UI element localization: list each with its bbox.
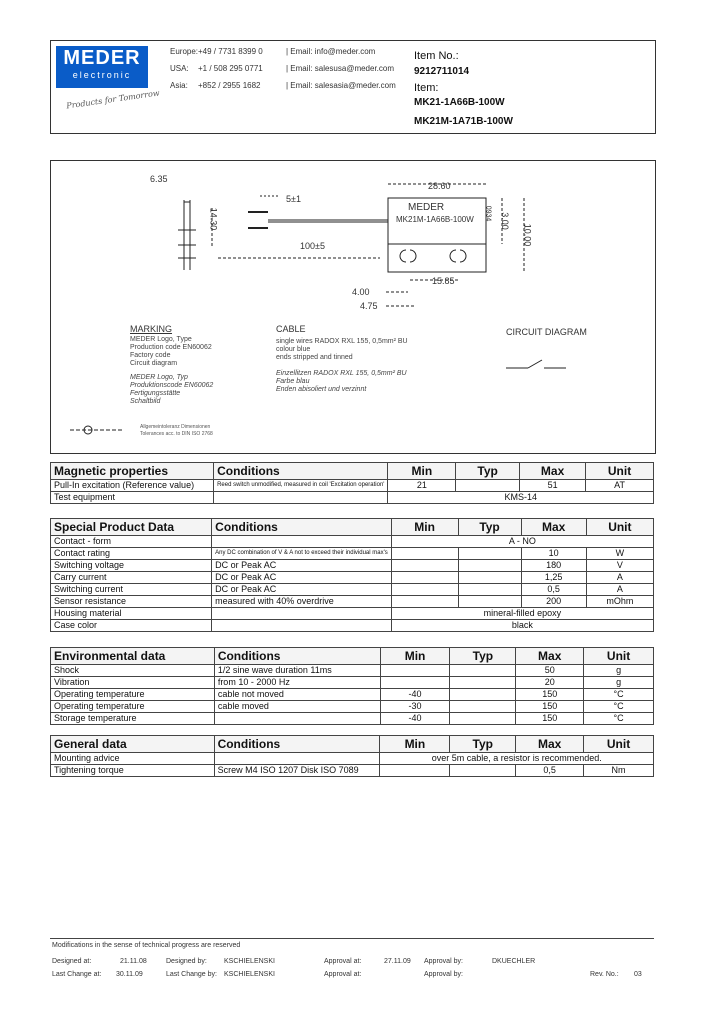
column-header: Typ (450, 736, 516, 753)
table-cell-cond (212, 608, 392, 620)
mount-hole-left (400, 250, 416, 262)
contact-email[interactable]: | Email: salesusa@meder.com (286, 64, 395, 73)
table-cell-max: 150 (516, 713, 584, 725)
table-cell-name: Switching voltage (51, 560, 212, 572)
tagline: Products for Tomorrow (65, 88, 161, 111)
table-cell-cond: DC or Peak AC (212, 584, 392, 596)
circuit-title: CIRCUIT DIAGRAM (506, 327, 587, 337)
last-change: 30.11.09 (116, 971, 143, 978)
dim-475: 4.75 (360, 301, 378, 311)
table-cell-unit: AT (586, 480, 654, 492)
cable-lines-line: ends stripped and tinned (276, 354, 353, 361)
table-cell-min: -40 (380, 713, 450, 725)
marking-lines-line: Production code EN60062 (130, 344, 212, 351)
table-cell-unit: Nm (584, 765, 654, 777)
table-row (51, 713, 654, 725)
table-cell-cond: Screw M4 ISO 1207 Disk ISO 7089 (214, 765, 380, 777)
technical-drawing (50, 160, 654, 452)
table-cell-max: 180 (521, 560, 586, 572)
table-cell-cond: cable moved (214, 701, 380, 713)
table-cell-max: 10 (521, 548, 586, 560)
table-cell-cond (212, 536, 392, 548)
table-cell-typ (450, 689, 516, 701)
spec-table (50, 735, 654, 777)
table-cell-typ (458, 572, 521, 584)
marking-lines (130, 336, 212, 368)
cable-lines-de (276, 370, 407, 394)
cable-lines-line: single wires RADOX RXL 155, 0,5mm² BU (276, 338, 408, 345)
column-header: Conditions (214, 463, 388, 480)
column-header: Unit (584, 648, 654, 665)
table-cell-unit: mOhm (586, 596, 653, 608)
table-cell-name: Switching current (51, 584, 212, 596)
table-title: Special Product Data (51, 519, 212, 536)
table-cell-unit: g (584, 677, 654, 689)
cable-lines (276, 338, 408, 362)
table-cell-cond (212, 620, 392, 632)
table-cell-min (391, 584, 458, 596)
table-cell-name: Mounting advice (51, 753, 215, 765)
table-cell-name: Carry current (51, 572, 212, 584)
table-cell-cond: Any DC combination of V & A not to exceed their individual max's (212, 548, 392, 560)
marking-lines-line: MEDER Logo, Type (130, 336, 192, 343)
marking-lines-de-line: Schaltbild (130, 398, 161, 405)
table-cell-typ (450, 665, 516, 677)
table-cell-min (391, 596, 458, 608)
marking-title: MARKING (130, 324, 173, 334)
sensor-body-bottom (388, 244, 486, 272)
last-change-by-label: Last Change by: (166, 971, 217, 978)
table-cell-typ (450, 765, 516, 777)
dim-1000: 10.00 (522, 223, 533, 247)
column-header: Typ (458, 519, 521, 536)
column-header: Min (380, 648, 450, 665)
rev-no: 03 (634, 971, 642, 978)
table-row (51, 480, 654, 492)
table-cell-max: 20 (516, 677, 584, 689)
table-cell-cond: cable not moved (214, 689, 380, 701)
table-title: General data (51, 736, 215, 753)
logo-top: MEDER (63, 47, 141, 69)
table-cell-span: over 5m cable, a resistor is recommended. (380, 753, 654, 765)
mount-hole-right (450, 250, 466, 262)
table-cell-min: -30 (380, 701, 450, 713)
table-cell-min: -40 (380, 689, 450, 701)
table-header-row (51, 519, 654, 536)
column-header: Max (520, 463, 586, 480)
column-header: Unit (586, 463, 654, 480)
table-cell-name: Tightening torque (51, 765, 215, 777)
designed-by-label: Designed by: (166, 958, 207, 965)
table-row (51, 620, 654, 632)
dim-300: 3.00 (499, 212, 510, 230)
column-header: Unit (584, 736, 654, 753)
tolerance-lines (140, 424, 213, 438)
table-row (51, 492, 654, 504)
tolerance-lines-line: Allgemeintoleranz Dimensionen (140, 424, 211, 430)
table-cell-typ (450, 701, 516, 713)
column-header: Unit (586, 519, 653, 536)
marking-lines-line: Factory code (130, 352, 171, 359)
spec-table (50, 647, 654, 725)
table-cell-name: Test equipment (51, 492, 214, 504)
table-row (51, 548, 654, 560)
marking-lines-line: Circuit diagram (130, 360, 178, 367)
dim-635: 6.35 (150, 174, 168, 184)
table-cell-cond: measured with 40% overdrive (212, 596, 392, 608)
modifications-note: Modifications in the sense of technical progress are reserved (52, 942, 241, 949)
table-header-row (51, 736, 654, 753)
column-header: Typ (456, 463, 520, 480)
table-cell-unit: A (586, 572, 653, 584)
designed-at: 21.11.08 (120, 958, 147, 965)
column-header: Conditions (212, 519, 392, 536)
table-row (51, 536, 654, 548)
contact-region: USA: (170, 64, 189, 73)
table-row (51, 753, 654, 765)
table-cell-unit: V (586, 560, 653, 572)
table-cell-span: black (391, 620, 653, 632)
table-cell-name: Housing material (51, 608, 212, 620)
body-side: 0934 (484, 205, 492, 222)
table-cell-name: Case color (51, 620, 212, 632)
table-cell-cond: DC or Peak AC (212, 560, 392, 572)
contact-phone: +1 / 508 295 0771 (198, 64, 263, 73)
table-cell-name: Storage temperature (51, 713, 215, 725)
tolerance-lines-line: Tolerances acc. to DIN ISO 2768 (140, 431, 213, 437)
table-cell-max: 50 (516, 665, 584, 677)
table-row (51, 572, 654, 584)
contact-phone: +49 / 7731 8399 0 (198, 47, 263, 56)
contact-phone: +852 / 2955 1682 (198, 81, 261, 90)
table-cell-cond (214, 753, 380, 765)
dim-2860: 28.60 (428, 181, 451, 191)
table-cell-min (380, 665, 450, 677)
table-cell-span: KMS-14 (388, 492, 654, 504)
body-brand: MEDER (408, 202, 445, 213)
table-cell-name: Pull-In excitation (Reference value) (51, 480, 214, 492)
table-cell-cond: DC or Peak AC (212, 572, 392, 584)
table-row (51, 560, 654, 572)
table-cell-cond: from 10 - 2000 Hz (214, 677, 380, 689)
meder-logo (56, 46, 148, 88)
table-cell-min (380, 765, 450, 777)
table-row (51, 689, 654, 701)
spec-table (50, 462, 654, 504)
item-1: MK21-1A66B-100W (414, 97, 505, 108)
approval-at2-label: Approval at: (324, 971, 362, 978)
table-cell-min (380, 677, 450, 689)
table-cell-min: 21 (388, 480, 456, 492)
table-cell-max: 1,25 (521, 572, 586, 584)
item-no: 9212711014 (414, 66, 470, 77)
table-cell-name: Operating temperature (51, 701, 215, 713)
table-cell-min (391, 560, 458, 572)
table-cell-typ (450, 713, 516, 725)
contact-email[interactable]: | Email: salesasia@meder.com (286, 81, 396, 90)
table-cell-max: 0,5 (521, 584, 586, 596)
dim-1430: 14.30 (208, 207, 219, 231)
table-cell-cond: 1/2 sine wave duration 11ms (214, 665, 380, 677)
cable-lines-line: colour blue (276, 346, 311, 353)
column-header: Min (388, 463, 456, 480)
table-row (51, 665, 654, 677)
table-cell-unit: g (584, 665, 654, 677)
table-cell-min (391, 572, 458, 584)
last-change-label: Last Change at: (52, 971, 102, 978)
marking-lines-de-line: Fertigungsstätte (130, 390, 181, 397)
approval-by2-label: Approval by: (424, 971, 463, 978)
table-cell-cond: Reed switch unmodified, measured in coil 'Excitation operation' (214, 480, 388, 492)
table-cell-unit: °C (584, 701, 654, 713)
table-cell-span: A - NO (391, 536, 653, 548)
table-cell-unit: °C (584, 689, 654, 701)
dim-400: 4.00 (352, 287, 370, 297)
cable-lines-de-line: Enden abisoliert und verzinnt (276, 386, 367, 393)
table-cell-max: 0,5 (516, 765, 584, 777)
item-no-label: Item No.: (414, 50, 459, 62)
table-cell-typ (456, 480, 520, 492)
cable-title: CABLE (276, 324, 306, 334)
column-header: Conditions (214, 648, 380, 665)
table-cell-unit: W (586, 548, 653, 560)
body-type: MK21M-1A66B-100W (396, 215, 474, 224)
contact-region: Asia: (170, 81, 188, 90)
approval-at-label: Approval at: (324, 958, 362, 965)
table-cell-cond (214, 713, 380, 725)
column-header: Min (391, 519, 458, 536)
circuit-switch (528, 360, 542, 368)
table-row (51, 765, 654, 777)
column-header: Conditions (214, 736, 380, 753)
table-row (51, 584, 654, 596)
dim-5pm1: 5±1 (286, 194, 301, 204)
table-cell-cond (214, 492, 388, 504)
table-cell-name: Shock (51, 665, 215, 677)
table-row (51, 608, 654, 620)
table-cell-typ (458, 560, 521, 572)
table-cell-unit: °C (584, 713, 654, 725)
dim-100pm5: 100±5 (300, 241, 325, 251)
table-title: Magnetic properties (51, 463, 214, 480)
cable-lines-de-line: Einzellitzen RADOX RXL 155, 0,5mm² BU (276, 370, 407, 377)
designed-at-label: Designed at: (52, 958, 92, 965)
marking-lines-de (130, 374, 213, 406)
column-header: Max (521, 519, 586, 536)
cable-lines-de-line: Farbe blau (276, 378, 310, 385)
table-cell-name: Contact rating (51, 548, 212, 560)
column-header: Max (516, 736, 584, 753)
table-row (51, 701, 654, 713)
table-cell-name: Sensor resistance (51, 596, 212, 608)
logo-bottom: electronic (72, 70, 132, 80)
table-cell-name: Operating temperature (51, 689, 215, 701)
column-header: Min (380, 736, 450, 753)
table-cell-max: 200 (521, 596, 586, 608)
spec-table (50, 518, 654, 632)
table-cell-unit: A (586, 584, 653, 596)
last-change-by: KSCHIELENSKI (224, 971, 275, 978)
table-cell-name: Contact - form (51, 536, 212, 548)
table-cell-max: 51 (520, 480, 586, 492)
approval-at: 27.11.09 (384, 958, 411, 965)
footer-rule (50, 938, 654, 939)
table-cell-typ (450, 677, 516, 689)
contact-email[interactable]: | Email: info@meder.com (286, 47, 376, 56)
table-cell-typ (458, 548, 521, 560)
table-header-row (51, 463, 654, 480)
table-header-row (51, 648, 654, 665)
dim-1585: 15.85 (432, 276, 455, 286)
table-cell-min (391, 548, 458, 560)
table-cell-typ (458, 584, 521, 596)
table-row (51, 596, 654, 608)
item-2: MK21M-1A71B-100W (414, 116, 513, 127)
marking-lines-de-line: MEDER Logo, Typ (130, 374, 188, 381)
column-header: Typ (450, 648, 516, 665)
table-cell-name: Vibration (51, 677, 215, 689)
table-cell-max: 150 (516, 701, 584, 713)
rev-label: Rev. No.: (590, 971, 619, 978)
designed-by: KSCHIELENSKI (224, 958, 275, 965)
marking-lines-de-line: Produktionscode EN60062 (130, 382, 214, 389)
contact-region: Europe: (170, 47, 199, 56)
table-cell-typ (458, 596, 521, 608)
approval-by: DKUECHLER (492, 958, 536, 965)
approval-by-label: Approval by: (424, 958, 463, 965)
table-cell-span: mineral-filled epoxy (391, 608, 653, 620)
item-label: Item: (414, 82, 439, 94)
table-row (51, 677, 654, 689)
table-title: Environmental data (51, 648, 215, 665)
table-cell-max: 150 (516, 689, 584, 701)
column-header: Max (516, 648, 584, 665)
